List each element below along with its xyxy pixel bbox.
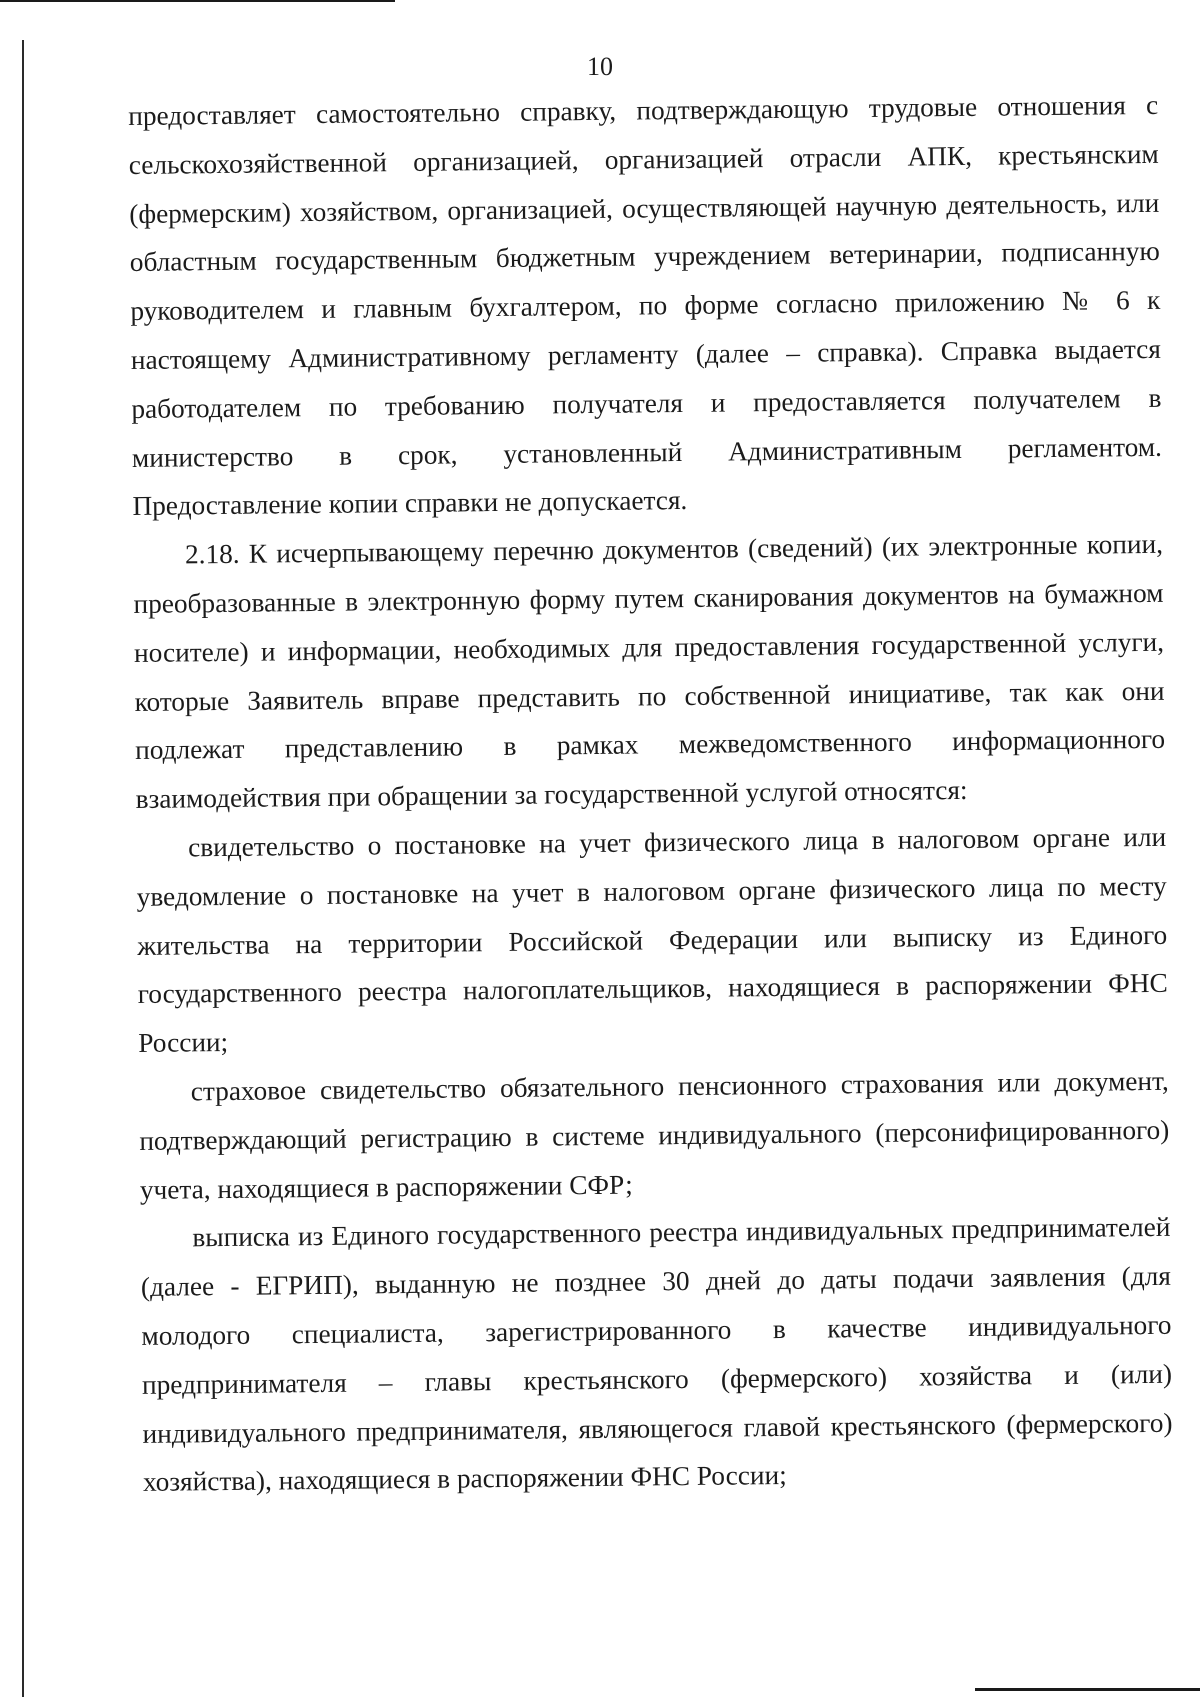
document-body	[128, 81, 1173, 1507]
list-item-egrip-extract: выписка из Единого государственного реестра индивидуальных предпринимателей (далее - ЕГРИП), выданную не позднее 30 дней до даты подачи заявления (для молодого специалиста, зарегистрированного в качестве индивидуального предпринимателя – главы крестьянского (фермерского) хозяйства и (или) индивидуального предпринимателя, являющегося главой крестьянского (фермерского) хозяйства), находящиеся в распоряжении ФНС России;	[140, 1212, 1173, 1498]
paragraph-2-18: 2.18. К исчерпывающему перечню документов (сведений) (их электронные копии, преобразованные в электронную форму путем сканирования документов на бумажном носителе) и информации, необходимых для предоставления государственной услуги, которые Заявитель вправе представить по собственной инициативе, так как они подлежат представлению в рамках межведомственного информационного взаимодействия при обращении за государственной услугой относятся:	[133, 529, 1166, 815]
list-item-pension-certificate: страховое свидетельство обязательного пенсионного страхования или документ, подтверждающий регистрацию в системе индивидуального (персонифицированного) учета, находящиеся в распоряжении СФР;	[139, 1065, 1170, 1205]
list-item-tax-certificate: свидетельство о постановке на учет физического лица в налоговом органе или уведомление о постановке на учет в налоговом органе физического лица по месту жительства на территории Российской Федерации или выписку из Единого государственного реестра налогоплательщиков, находящиеся в распоряжении ФНС России;	[136, 821, 1168, 1059]
scan-edge-top	[0, 0, 395, 2]
scan-edge-bottom	[975, 1688, 1200, 1691]
page-number: 10	[587, 52, 613, 81]
paragraph-continuation: предоставляет самостоятельно справку, подтверждающую трудовые отношения с сельскохозяйственной организацией, организацией отрасли АПК, крестьянским (фермерским) хозяйством, организацией, осуществляющей научную деятельность, или областным государственным бюджетным учреждением ветеринарии, подписанную руководителем и главным бухгалтером, по форме согласно приложению № 6 к настоящему Административному регламенту (далее – справка). Справка выдается работодателем по требованию получателя и предоставляется получателем в министерство в срок, установленный Административным регламентом. Предоставление копии справки не допускается.	[128, 89, 1163, 522]
scan-edge-left	[22, 40, 24, 1697]
